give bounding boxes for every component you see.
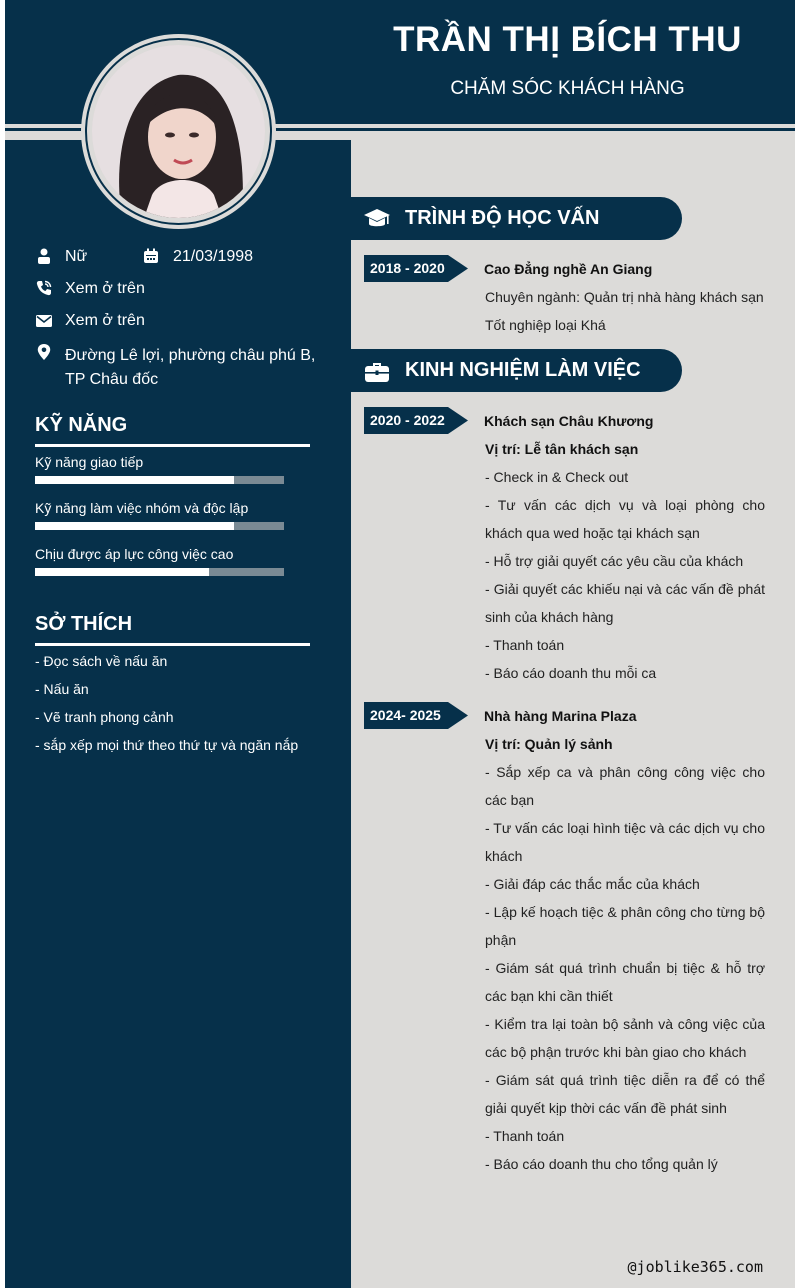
hobby-item: - Đọc sách về nấu ăn bbox=[35, 653, 168, 669]
email: Xem ở trên bbox=[65, 312, 145, 329]
candidate-name: TRẦN THỊ BÍCH THU bbox=[393, 20, 742, 59]
hobbies-divider bbox=[35, 643, 310, 646]
skill-bar-fill bbox=[35, 568, 209, 576]
job-duty: - Giải quyết các khiếu nại và các vấn đề phát sinh của khách hàng bbox=[485, 581, 765, 625]
phone: Xem ở trên bbox=[65, 280, 145, 297]
experience-section-header bbox=[351, 349, 682, 392]
avatar bbox=[92, 45, 265, 218]
skill-label: Chịu được áp lực công việc cao bbox=[35, 546, 234, 562]
education-period: 2018 - 2020 bbox=[370, 260, 445, 276]
job-duty: - Check in & Check out bbox=[485, 469, 629, 485]
resume-page bbox=[5, 0, 795, 1288]
job-position: Vị trí: Lễ tân khách sạn bbox=[485, 441, 639, 457]
education-section-header bbox=[351, 197, 682, 240]
skill-bar bbox=[35, 522, 284, 530]
job-duty: - Sắp xếp ca và phân công công việc cho các bạn bbox=[485, 764, 765, 808]
education-line: Tốt nghiệp loại Khá bbox=[485, 317, 606, 333]
job-duty: - Giám sát quá trình tiệc diễn ra để có thể giải quyết kịp thời các vấn đề phát sinh bbox=[485, 1072, 765, 1116]
watermark: @joblike365.com bbox=[627, 1258, 763, 1276]
job-position: Vị trí: Quản lý sảnh bbox=[485, 736, 613, 752]
company-name: Nhà hàng Marina Plaza bbox=[484, 708, 637, 724]
job-duty: - Lập kế hoạch tiệc & phân công cho từng bộ phận bbox=[485, 904, 765, 948]
job-title: CHĂM SÓC KHÁCH HÀNG bbox=[450, 78, 685, 99]
person-icon bbox=[36, 248, 52, 264]
location-pin-icon bbox=[36, 344, 52, 360]
job-period: 2024- 2025 bbox=[370, 707, 441, 723]
education-title: TRÌNH ĐỘ HỌC VẤN bbox=[405, 207, 600, 229]
skill-bar bbox=[35, 476, 284, 484]
calendar-icon bbox=[143, 248, 159, 264]
job-duty: - Báo cáo doanh thu mỗi ca bbox=[485, 665, 657, 681]
address: Đường Lê lợi, phường châu phú B, TP Châu đốc bbox=[65, 347, 316, 388]
experience-title: KINH NGHIỆM LÀM VIỆC bbox=[405, 359, 641, 381]
education-line: Chuyên ngành: Quản trị nhà hàng khách sạn bbox=[485, 289, 764, 305]
birthday: 21/03/1998 bbox=[173, 248, 254, 265]
job-duty: - Giải đáp các thắc mắc của khách bbox=[485, 876, 700, 892]
hobby-item: - sắp xếp mọi thứ theo thứ tự và ngăn nắp bbox=[35, 737, 299, 753]
job-duty: - Hỗ trợ giải quyết các yêu cầu của khách bbox=[485, 553, 744, 569]
date-tag bbox=[364, 407, 469, 434]
school-name: Cao Đẳng nghề An Giang bbox=[484, 261, 653, 277]
hobby-item: - Nấu ăn bbox=[35, 681, 89, 697]
skill-label: Kỹ năng giao tiếp bbox=[35, 454, 144, 470]
job-duty: - Thanh toán bbox=[485, 637, 565, 653]
briefcase-icon bbox=[363, 357, 391, 385]
skill-bar-fill bbox=[35, 476, 234, 484]
job-duty: - Giám sát quá trình chuẩn bị tiệc & hỗ trợ các bạn khi cần thiết bbox=[485, 960, 765, 1004]
job-period: 2020 - 2022 bbox=[370, 412, 445, 428]
hobby-item: - Vẽ tranh phong cảnh bbox=[35, 709, 174, 725]
job-duty: - Báo cáo doanh thu cho tổng quản lý bbox=[485, 1156, 718, 1172]
graduation-cap-icon bbox=[363, 205, 391, 233]
phone-icon bbox=[36, 280, 52, 296]
job-duty: - Tư vấn các dịch vụ và loại phòng cho khách qua wed hoặc tại khách sạn bbox=[485, 497, 765, 541]
date-tag bbox=[364, 702, 469, 729]
hobbies-title: SỞ THÍCH bbox=[35, 613, 133, 635]
job-duty: - Thanh toán bbox=[485, 1128, 565, 1144]
skill-bar-fill bbox=[35, 522, 234, 530]
skill-bar bbox=[35, 568, 284, 576]
job-duty: - Tư vấn các loại hình tiệc và các dịch vụ cho khách bbox=[485, 820, 765, 864]
skills-divider bbox=[35, 444, 310, 447]
skills-title: KỸ NĂNG bbox=[35, 414, 128, 436]
job-duty: - Kiểm tra lại toàn bộ sảnh và công việc của các bộ phận trước khi bàn giao cho khách bbox=[485, 1016, 765, 1060]
gender: Nữ bbox=[65, 248, 88, 265]
envelope-icon bbox=[36, 313, 52, 329]
company-name: Khách sạn Châu Khương bbox=[484, 413, 654, 429]
skill-label: Kỹ năng làm việc nhóm và độc lập bbox=[35, 500, 249, 516]
date-tag bbox=[364, 255, 469, 282]
